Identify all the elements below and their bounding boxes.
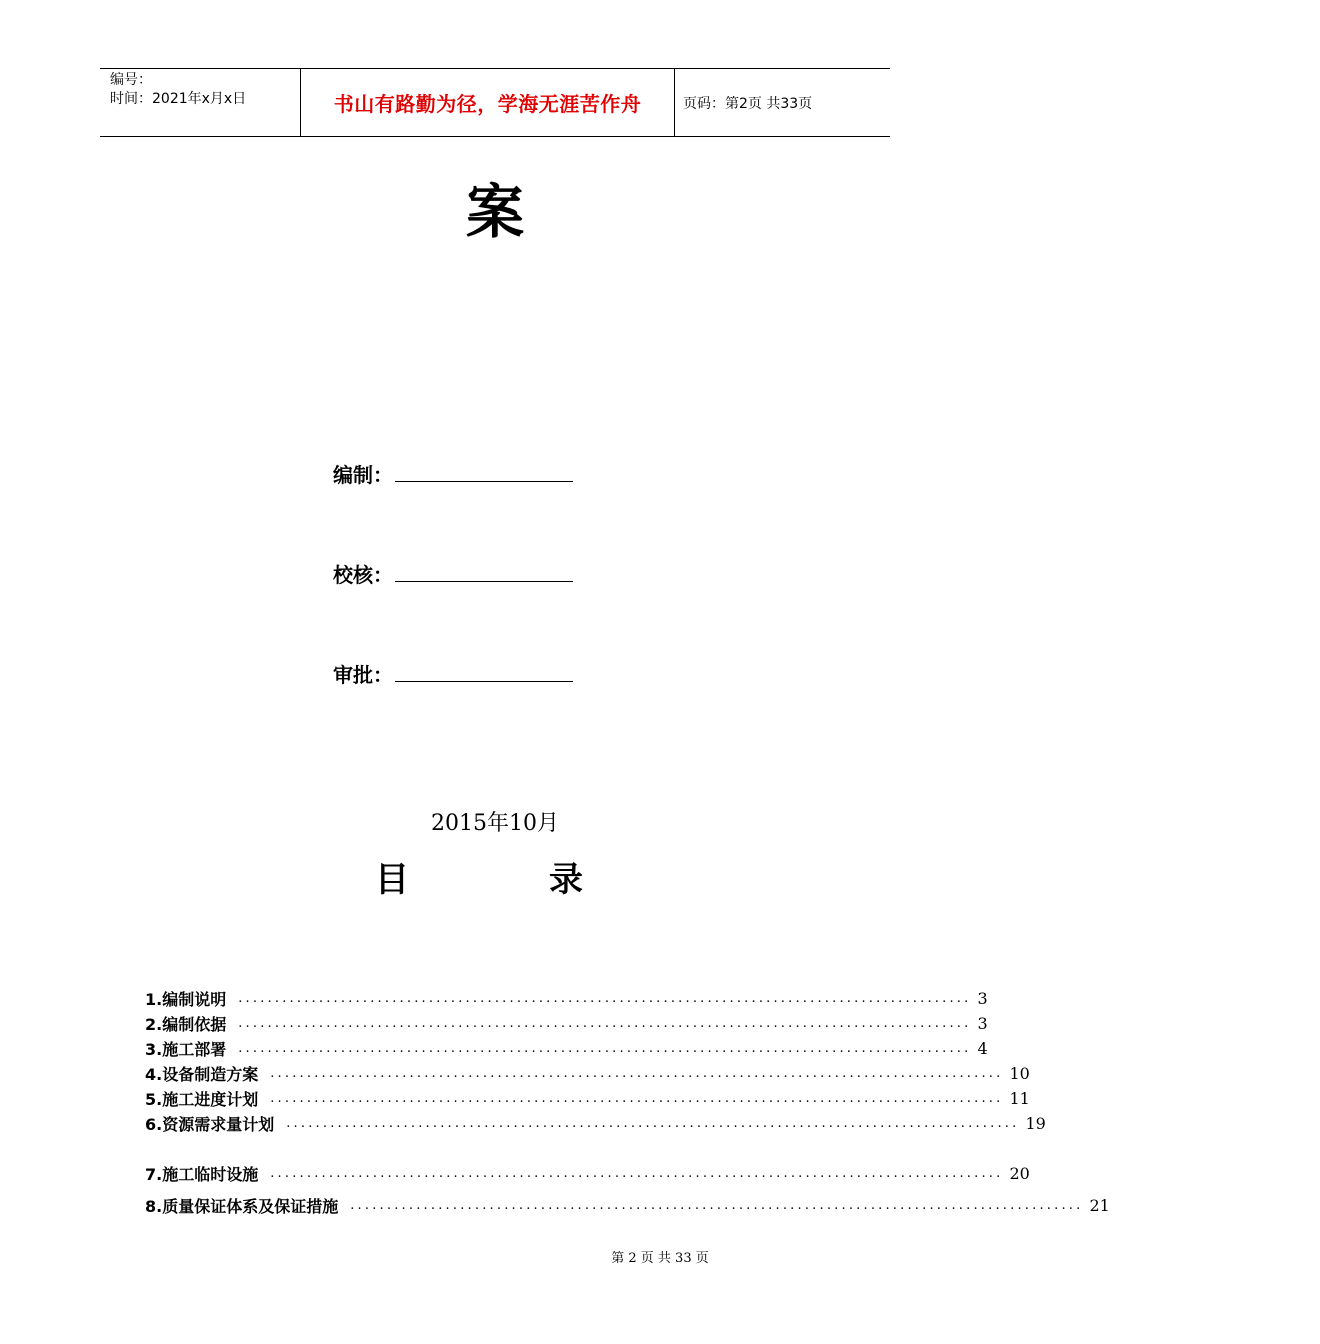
- toc-item-page: 20: [1009, 1163, 1030, 1183]
- toc-item[interactable]: [145, 1111, 1046, 1135]
- signature-line: [395, 580, 573, 582]
- document-date: 2015年10月: [431, 811, 559, 836]
- toc-item[interactable]: [145, 1036, 988, 1060]
- toc-item-label: 5.施工进度计划: [145, 1089, 259, 1109]
- toc-item-page: 11: [1009, 1088, 1030, 1108]
- page-footer: 第 2 页 共 33 页: [611, 1251, 709, 1266]
- toc-title-left: 目: [375, 860, 409, 900]
- toc-item-page: 10: [1009, 1063, 1030, 1083]
- toc-item[interactable]: [145, 1061, 1030, 1085]
- toc-item-label: 3.施工部署: [145, 1039, 227, 1059]
- header-page-cell: [675, 69, 890, 136]
- header-meta-cell: [100, 69, 301, 136]
- toc-item-page: 19: [1025, 1113, 1046, 1133]
- toc-title-right: 录: [549, 860, 583, 900]
- time-label: 时间：2021年x月x日: [110, 91, 247, 107]
- document-header: [100, 68, 890, 137]
- toc-item-page: 3: [977, 1013, 988, 1033]
- title-character: 案: [465, 178, 524, 246]
- toc-item-page: 4: [977, 1038, 988, 1058]
- toc-item[interactable]: [145, 1011, 988, 1035]
- toc-item[interactable]: [145, 1193, 1110, 1217]
- toc-leader-dots: ....................................................................................................: [238, 1040, 972, 1056]
- toc-item-label: 8.质量保证体系及保证措施: [145, 1196, 339, 1216]
- toc-item-label: 6.资源需求量计划: [145, 1114, 275, 1134]
- toc-item[interactable]: [145, 1086, 1030, 1110]
- toc-item-label: 1.编制说明: [145, 989, 227, 1009]
- page-info: 页码：第2页 共33页: [683, 95, 813, 112]
- signature-label: 审批：: [333, 663, 393, 687]
- toc-item-page: 21: [1089, 1195, 1110, 1215]
- toc-leader-dots: ....................................................................................................: [270, 1090, 1004, 1106]
- toc-item[interactable]: [145, 1161, 1030, 1185]
- toc-item-label: 7.施工临时设施: [145, 1164, 259, 1184]
- toc-item-label: 4.设备制造方案: [145, 1064, 259, 1084]
- toc-item-label: 2.编制依据: [145, 1014, 227, 1034]
- signature-row-check: [333, 558, 573, 588]
- toc-leader-dots: ....................................................................................................: [286, 1115, 1020, 1131]
- signature-label: 编制：: [333, 463, 393, 487]
- number-label: 编号：: [110, 72, 152, 88]
- signature-line: [395, 680, 573, 682]
- signature-row-approve: [333, 658, 573, 688]
- signature-line: [395, 480, 573, 482]
- toc-item-page: 3: [977, 988, 988, 1008]
- toc-leader-dots: ....................................................................................................: [350, 1197, 1084, 1213]
- toc-leader-dots: ....................................................................................................: [238, 1015, 972, 1031]
- motto-text: 书山有路勤为径，学海无涯苦作舟: [333, 92, 642, 116]
- toc-leader-dots: ....................................................................................................: [238, 990, 972, 1006]
- toc-leader-dots: ....................................................................................................: [270, 1165, 1004, 1181]
- toc-item[interactable]: [145, 986, 988, 1010]
- signature-label: 校核：: [333, 563, 393, 587]
- signature-row-compile: [333, 458, 573, 488]
- header-motto-cell: [301, 69, 675, 136]
- toc-leader-dots: ....................................................................................................: [270, 1065, 1004, 1081]
